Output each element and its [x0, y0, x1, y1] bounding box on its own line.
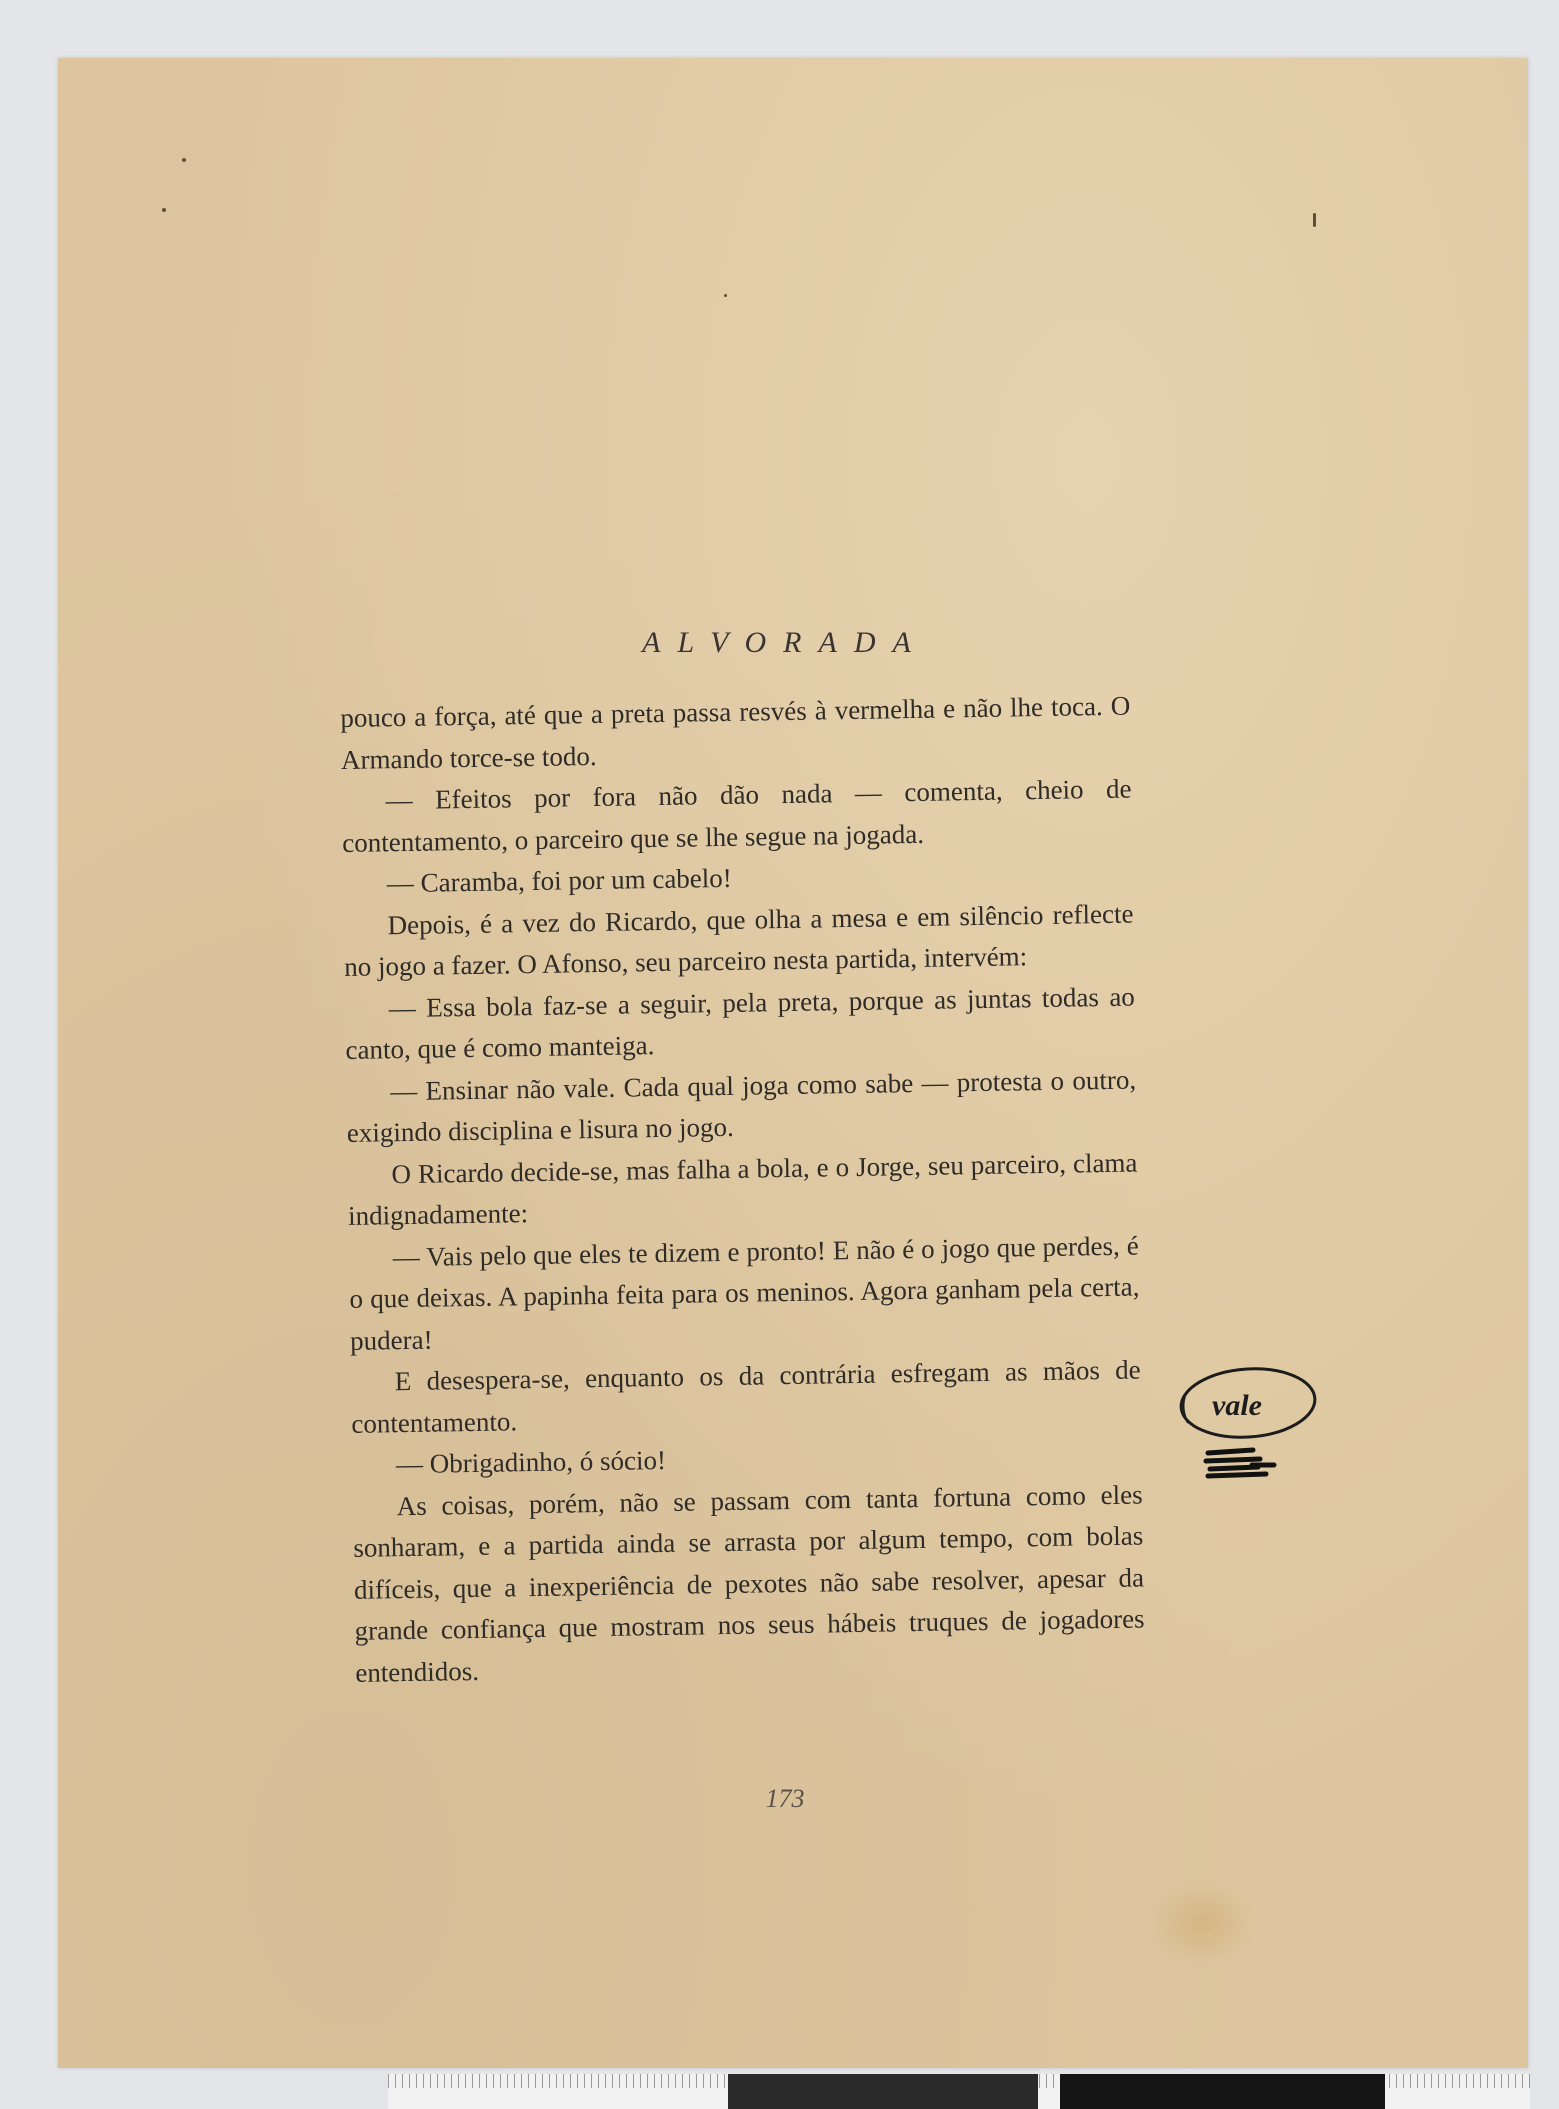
paragraph: — Ensinar não vale. Cada qual joga como sabe — protesta o outro, exigindo disciplina e lisura no jogo. — [346, 1064, 1137, 1148]
paragraph: — Efeitos por fora não dão nada — comenta, cheio de contentamento, o parceiro que se lhe segue na jogada. — [342, 773, 1132, 858]
paragraph: Depois, é a vez do Ricardo, que olha a mesa e em silêncio reflecte no jogo a fazer. O Afonso, seu parceiro nesta partida, intervém: — [343, 898, 1134, 982]
paper-speck — [182, 158, 186, 162]
paragraph: pouco a força, até que a preta passa resvés à vermelha e não lhe toca. O Armando torce-se todo. — [340, 690, 1131, 775]
body-text — [340, 686, 1146, 1694]
handwritten-annotation — [1178, 1353, 1378, 1493]
paper-speck — [162, 208, 166, 212]
scale-ruler — [388, 2074, 1530, 2109]
paragraph: — Essa bola faz-se a seguir, pela preta, porque as juntas todas ao canto, que é como manteiga. — [345, 981, 1136, 1065]
paper-stain — [1148, 1878, 1258, 1968]
running-title: ALVORADA — [642, 626, 928, 659]
paper-speck — [724, 294, 727, 297]
paragraph: O Ricardo decide-se, mas falha a bola, e o Jorge, seu parceiro, clama indignadamente: — [347, 1147, 1138, 1231]
paragraph: — Vais pelo que eles te dizem e pronto! E não é o jogo que perdes, é o que deixas. A papinha feita para os meninos. Agora ganham pela certa, pudera! — [349, 1230, 1140, 1356]
paragraph: As coisas, porém, não se passam com tanta fortuna como eles sonharam, e a partida ainda se arrasta por algum tempo, com bolas difíceis, que a inexperiência de pexotes não sabe resolver, apesar da grande confiança que mostram nos seus hábeis truques de jogadores entendidos. — [353, 1478, 1145, 1688]
paper-speck — [1313, 213, 1316, 227]
paragraph: — Caramba, foi por um cabelo! — [386, 862, 732, 899]
book-page — [58, 58, 1528, 2068]
page-number: 173 — [765, 1784, 805, 1813]
ruler-dark-segment — [1060, 2074, 1385, 2109]
paragraph: E desespera-se, enquanto os da contrária esfregam as mãos de contentamento. — [351, 1354, 1141, 1439]
ruler-dark-segment — [728, 2074, 1038, 2109]
annotation-text: vale — [1212, 1389, 1262, 1422]
paragraph: — Obrigadinho, ó sócio! — [395, 1444, 667, 1480]
